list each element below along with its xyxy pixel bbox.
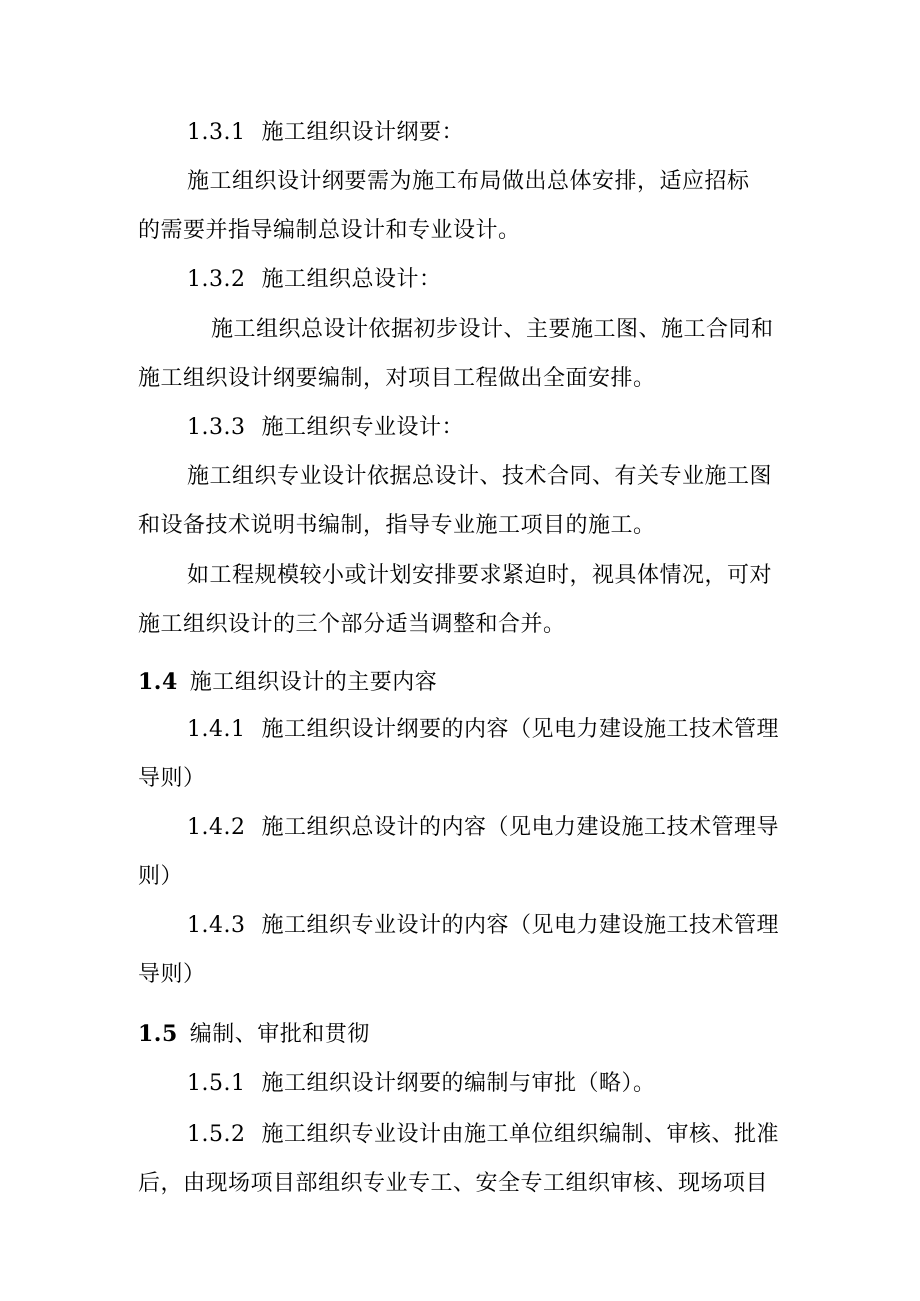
- paragraph-line: 如工程规模较小或计划安排要求紧迫时，视具体情况，可对: [187, 563, 773, 588]
- section-title: 编制、审批和贯彻: [189, 1022, 370, 1047]
- subsection-title: 施工组织总设计的内容（见电力建设施工技术管理导: [261, 815, 779, 840]
- subsection-heading-1-4-2: [187, 812, 779, 844]
- subsection-title: 施工组织专业设计：: [261, 415, 464, 440]
- paragraph-line: 则）: [138, 864, 184, 889]
- paragraph-line: 和设备技术说明书编制，指导专业施工项目的施工。: [138, 513, 656, 538]
- subsection-number: 1.4.3: [187, 913, 246, 938]
- paragraph-line: 导则）: [138, 766, 206, 791]
- subsection-heading-1-3-2: [187, 264, 442, 296]
- subsection-number: 1.3.1: [187, 120, 246, 145]
- section-title: 施工组织设计的主要内容: [189, 670, 438, 695]
- subsection-heading-1-5-2: [187, 1119, 779, 1151]
- subsection-title: 施工组织设计纲要：: [261, 120, 464, 145]
- paragraph-line: 施工组织总设计依据初步设计、主要施工图、施工合同和: [211, 317, 774, 342]
- paragraph-line: 施工组织设计的三个部分适当调整和合并。: [138, 612, 566, 637]
- paragraph-line: 施工组织专业设计依据总设计、技术合同、有关专业施工图: [187, 464, 773, 489]
- subsection-number: 1.3.2: [187, 267, 246, 292]
- subsection-title: 施工组织设计纲要的编制与审批（略）。: [261, 1071, 656, 1096]
- subsection-heading-1-4-3: [187, 910, 779, 942]
- section-number: 1.4: [138, 669, 178, 695]
- paragraph-line: 后，由现场项目部组织专业专工、安全专工组织审核、现场项目: [138, 1171, 769, 1196]
- subsection-title: 施工组织总设计：: [261, 267, 442, 292]
- section-heading-1-5: [138, 1018, 370, 1051]
- paragraph-line: 的需要并指导编制总设计和专业设计。: [138, 218, 521, 243]
- subsection-title: 施工组织专业设计的内容（见电力建设施工技术管理: [261, 913, 779, 938]
- section-heading-1-4: [138, 666, 437, 699]
- subsection-heading-1-3-3: [187, 412, 464, 444]
- subsection-number: 1.4.1: [187, 717, 246, 742]
- paragraph-line: 导则）: [138, 962, 206, 987]
- subsection-title: 施工组织专业设计由施工单位组织编制、审核、批准: [261, 1122, 779, 1147]
- subsection-heading-1-5-1: [187, 1068, 656, 1100]
- subsection-title: 施工组织设计纲要的内容（见电力建设施工技术管理: [261, 717, 779, 742]
- subsection-number: 1.5.1: [187, 1071, 246, 1096]
- subsection-number: 1.5.2: [187, 1122, 246, 1147]
- paragraph-line: 施工组织设计纲要需为施工布局做出总体安排，适应招标: [187, 169, 750, 194]
- subsection-number: 1.4.2: [187, 815, 246, 840]
- subsection-heading-1-3-1: [187, 117, 464, 149]
- section-number: 1.5: [138, 1021, 178, 1047]
- subsection-heading-1-4-1: [187, 714, 779, 746]
- paragraph-line: 施工组织设计纲要编制，对项目工程做出全面安排。: [138, 366, 656, 391]
- subsection-number: 1.3.3: [187, 415, 246, 440]
